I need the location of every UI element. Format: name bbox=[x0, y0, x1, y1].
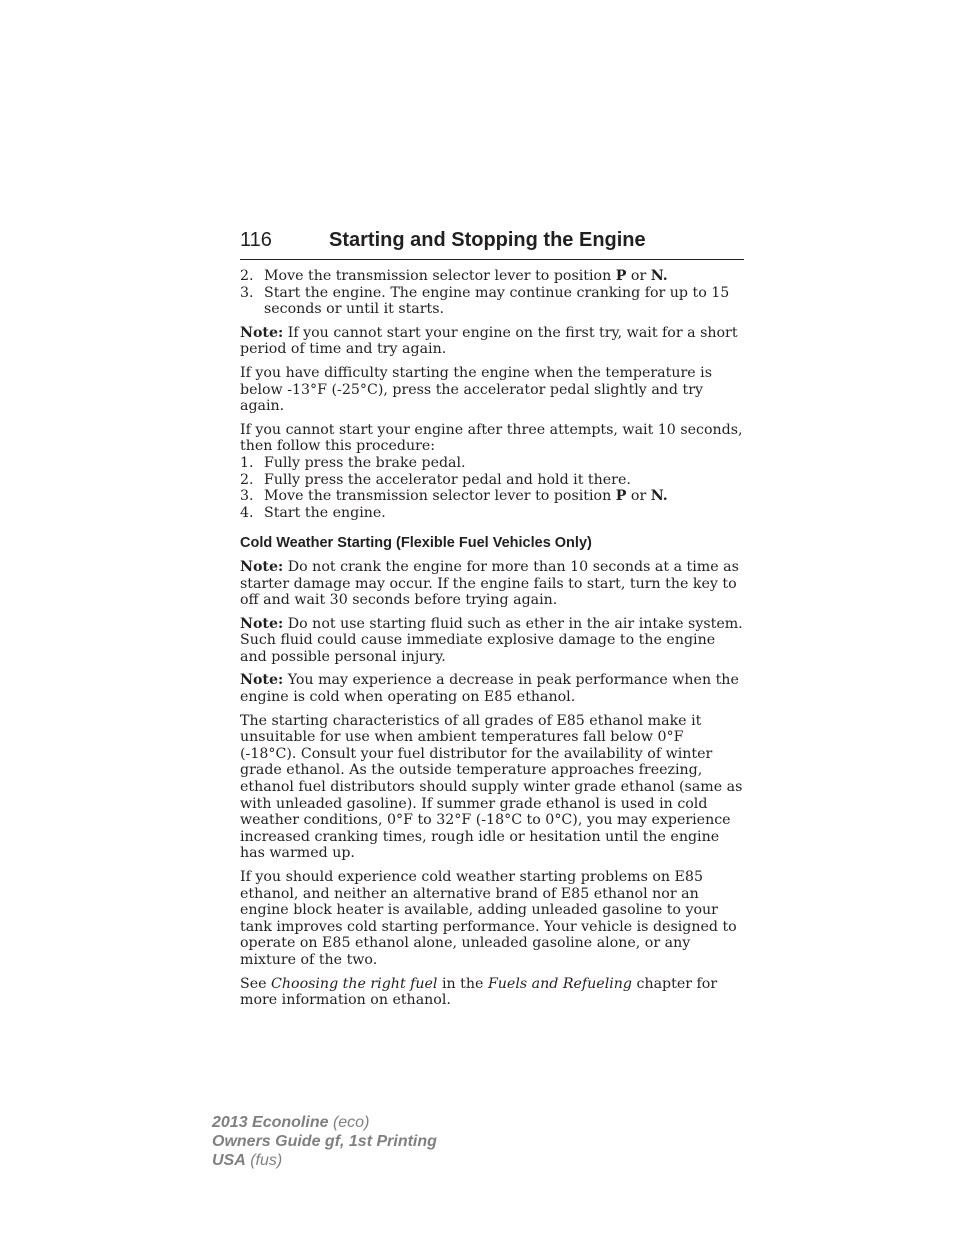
page-number: 116 bbox=[240, 229, 272, 251]
footer-line: USA (fus) bbox=[212, 1152, 283, 1169]
list-item: 2. Fully press the accelerator pedal and hold it there. bbox=[240, 471, 631, 488]
body-paragraph: The starting characteristics of all grades of E85 ethanol make it unsuitable for use when ambient temperatures fall below 0°F (-18°C). Consult your fuel distributor for the availability of winter grade ethanol. As the outside temperature approaches freezing, ethanol fuel distributors should supply winter grade ethanol (same as with unleaded gasoline). If summer grade ethanol is used in cold weather conditions, 0°F to 32°F (-18°C to 0°C), you may experience increased cranking times, rough idle or hesitation until the engine has warmed up. bbox=[240, 712, 743, 862]
body-paragraph: If you have difficulty starting the engine when the temperature is below -13°F (-25°C), press the accelerator pedal slightly and try again. bbox=[240, 364, 712, 415]
page-footer bbox=[212, 1113, 437, 1170]
note-paragraph: Note: Do not use starting fluid such as ether in the air intake system. Such fluid could cause immediate explosive damage to the engine and possible personal injury. bbox=[240, 615, 743, 665]
note-paragraph: Note: If you cannot start your engine on the first try, wait for a short period of time and try again. bbox=[240, 324, 738, 358]
note-paragraph: Note: You may experience a decrease in peak performance when the engine is cold when operating on E85 ethanol. bbox=[240, 672, 739, 706]
footer-line: Owners Guide gf, 1st Printing bbox=[212, 1133, 437, 1150]
cross-reference-paragraph: See Choosing the right fuel in the Fuels and Refueling chapter for more information on ethanol. bbox=[240, 975, 718, 1009]
page-header bbox=[240, 229, 744, 260]
section-heading: Cold Weather Starting (Flexible Fuel Vehicles Only) bbox=[240, 535, 592, 552]
list-item: 3. Move the transmission selector lever to position P or N. bbox=[240, 488, 668, 505]
reference-link-fuels-refueling: Fuels and Refueling bbox=[487, 975, 632, 992]
list-item: 3. Start the engine. The engine may continue cranking for up to 15 seconds or until it starts. bbox=[240, 284, 730, 318]
body-paragraph: If you should experience cold weather starting problems on E85 ethanol, and neither an alternative brand of E85 ethanol nor an engine block heater is available, adding unleaded gasoline to your tank improves cold starting performance. Your vehicle is designed to operate on E85 ethanol alone, unleaded gasoline alone, or any mixture of the two. bbox=[240, 869, 737, 968]
body-paragraph: If you cannot start your engine after three attempts, wait 10 seconds, then follow this procedure: bbox=[240, 421, 743, 455]
list-item: 4. Start the engine. bbox=[240, 504, 386, 521]
procedure-list bbox=[240, 455, 744, 521]
page-content bbox=[240, 268, 744, 1016]
step-list bbox=[240, 268, 744, 318]
reference-link-choosing-fuel: Choosing the right fuel bbox=[271, 975, 438, 992]
list-item: 2. Move the transmission selector lever to position P or N. bbox=[240, 268, 668, 284]
footer-line: 2013 Econoline (eco) bbox=[212, 1114, 370, 1131]
note-paragraph: Note: Do not crank the engine for more than 10 seconds at a time as starter damage may occur. If the engine fails to start, turn the key to off and wait 30 seconds before trying again. bbox=[240, 558, 739, 609]
page-title: Starting and Stopping the Engine bbox=[329, 229, 646, 251]
list-item: 1. Fully press the brake pedal. bbox=[240, 454, 466, 471]
